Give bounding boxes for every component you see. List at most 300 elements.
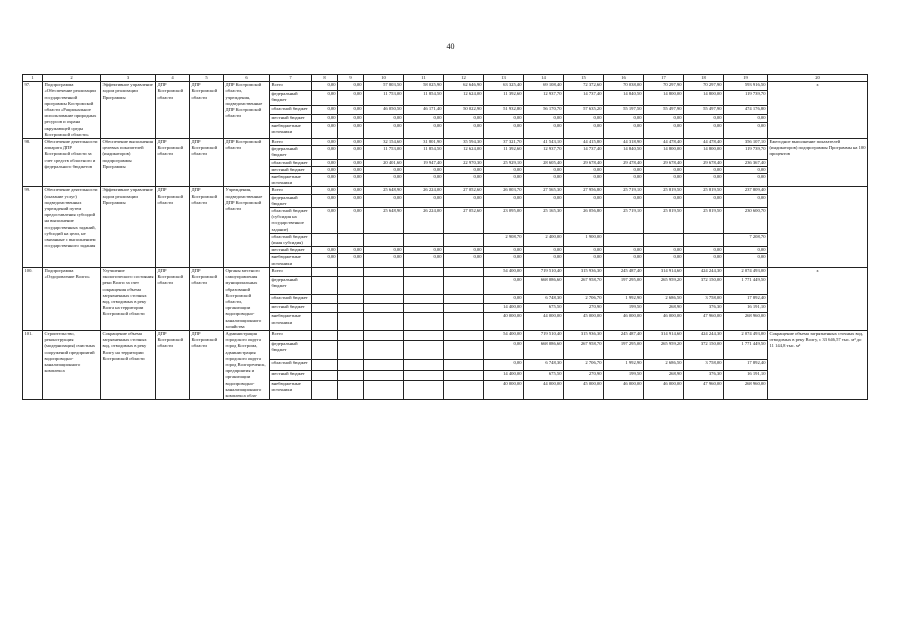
funding-value [338,330,364,340]
funding-value: 12 624,00 [444,90,484,106]
funding-value: 0,00 [404,114,444,122]
funding-value: 0,00 [312,254,338,267]
funding-value: 0,00 [564,174,604,187]
funding-value: 668 086,60 [524,277,564,294]
event-name: Подпрограмма «Обеспечение реализации государственной программы Костромской области «Рациональное использование природных ресурсов и охрана окружающей среды Костромской области» [43,82,101,139]
funding-value: 40 000,00 [484,380,524,399]
column-header: 19 [724,75,768,82]
column-header: 16 [604,75,644,82]
funding-value: 119 739,70 [724,146,768,159]
funding-value: 0,00 [364,166,404,173]
funding-value: 44 318,90 [604,139,644,146]
funding-value: 0,00 [484,277,524,294]
funding-value: 14 840,50 [604,146,644,159]
funding-value: 37 321,70 [484,139,524,146]
coordinator: ДПР Костромской области [190,187,224,267]
funding-value: 0,00 [524,174,564,187]
funding-value: 11 854,50 [404,90,444,106]
funding-value: 55 497,90 [644,106,684,114]
funding-value: 0,00 [604,114,644,122]
funding-value: 474 176,80 [724,106,768,114]
funding-value: 0,00 [564,166,604,173]
funding-value: 57 803,50 [364,82,404,90]
funding-value: 26 224,00 [404,208,444,234]
funding-source: внебюджетные источники [270,380,312,399]
funding-source: областной бюджет [270,360,312,370]
funding-value [444,233,484,246]
funding-value [312,233,338,246]
funding-value [364,277,404,294]
funding-value: 29 678,40 [564,159,604,166]
funding-value: 0,00 [444,254,484,267]
column-header: 11 [404,75,444,82]
funding-value: 50 022,90 [444,106,484,114]
funding-source: областной бюджет (субсидия на государственное задание) [270,208,312,234]
funding-source: местный бюджет [270,370,312,380]
funding-value [404,267,444,276]
event-name: Обеспечение деятельности аппарата ДПР Костромской области за счет средств областного и федерального бюджетов [43,139,101,187]
funding-value: 14 800,00 [644,90,684,106]
funding-value: 56 170,70 [524,106,564,114]
funding-value: 0,00 [604,254,644,267]
funding-value [404,360,444,370]
funding-value: 270,90 [564,370,604,380]
funding-value [312,267,338,276]
funding-value: 31 801,90 [404,139,444,146]
funding-value: 70 038,00 [604,82,644,90]
funding-value: 0,00 [338,146,364,159]
funding-value [312,360,338,370]
customer: ДПР Костромской области [156,330,190,399]
funding-value: 44 000,00 [524,380,564,399]
funding-value: 372 150,00 [684,277,724,294]
funding-value: 0,00 [684,114,724,122]
funding-value: 3 758,00 [684,294,724,303]
funding-value: 29 678,40 [644,159,684,166]
funding-value: 2 400,00 [524,233,564,246]
funding-value: 14 737,40 [564,146,604,159]
funding-value: 0,00 [724,174,768,187]
funding-value: 356 107,10 [724,139,768,146]
funding-value: 41 543,10 [524,139,564,146]
funding-value: 29 678,40 [684,159,724,166]
funding-value [338,304,364,313]
funding-value [312,304,338,313]
funding-value [404,341,444,360]
funding-value: 0,00 [564,123,604,139]
funding-value: 2 706,70 [564,360,604,370]
funding-value [338,341,364,360]
funding-value: 25 719,10 [604,208,644,234]
funding-value: 0,00 [484,114,524,122]
funding-value [404,304,444,313]
funding-value: 11 854,50 [404,146,444,159]
funding-value: 0,00 [524,123,564,139]
column-header: 2 [43,75,101,82]
funding-value: 0,00 [644,174,684,187]
funding-value: 376,30 [684,370,724,380]
funding-value: 27 052,60 [444,208,484,234]
funding-value [364,341,404,360]
funding-value: 11 392,60 [484,90,524,106]
row-number: 98. [23,139,43,187]
funding-value [404,233,444,246]
table-row [23,330,868,340]
funding-value: 0,00 [312,146,338,159]
column-header: 9 [338,75,364,82]
funding-value [312,330,338,340]
funding-value: 51 932,80 [484,106,524,114]
funding-value: 70 297,90 [684,82,724,90]
funding-value: 0,00 [364,123,404,139]
funding-value: 0,00 [404,123,444,139]
funding-value: 25 819,50 [644,208,684,234]
column-header: 7 [270,75,312,82]
funding-value: 57 635,20 [564,106,604,114]
funding-value: 12 937,70 [524,90,564,106]
funding-source: федеральный бюджет [270,146,312,159]
funding-value: 0,00 [644,194,684,207]
funding-value: 72 372,60 [564,82,604,90]
funding-value: 0,00 [684,254,724,267]
funding-value: 20 401,60 [364,159,404,166]
customer: ДПР Костромской области [156,267,190,330]
table-row [23,82,868,90]
funding-source: внебюджетные источники [270,174,312,187]
funding-value [444,341,484,360]
coordinator: ДПР Костромской области [190,267,224,330]
funding-value: 70 297,90 [644,82,684,90]
funding-value: 2 686,50 [644,294,684,303]
funding-value: 0,00 [484,174,524,187]
funding-value [312,370,338,380]
funding-value: 46 000,00 [604,380,644,399]
coordinator: ДПР Костромской области [190,139,224,187]
funding-value: 199,50 [604,304,644,313]
funding-value: 0,00 [338,159,364,166]
funding-value: 0,00 [604,174,644,187]
funding-value: 0,00 [444,166,484,173]
funding-value: 0,00 [312,82,338,90]
funding-value [338,294,364,303]
funding-value: 2 706,70 [564,294,604,303]
funding-value [404,330,444,340]
funding-value: 55 497,90 [684,106,724,114]
funding-value: 0,00 [724,114,768,122]
funding-value: 719 510,40 [524,267,564,276]
funding-value [444,313,484,330]
funding-value [312,313,338,330]
funding-value: 58 025,90 [404,82,444,90]
funding-value: 11 753,00 [364,90,404,106]
funding-value: 54 400,00 [484,330,524,340]
funding-value [404,277,444,294]
expected-result: Обеспечение выполнения целевых показателей (индикаторов) подпрограммы Программы [101,139,156,187]
funding-value: 0,00 [484,166,524,173]
funding-value [604,233,644,246]
funding-value [444,370,484,380]
funding-value: 236 367,40 [724,159,768,166]
funding-value: 314 914,60 [644,267,684,276]
funding-value: 0,00 [338,90,364,106]
funding-value: 22 970,30 [444,159,484,166]
executor: Администрация городского округа город Кострома, администрация городского округа город Волгореченск, предприятия и организации водопроводно-канализационного комплекса обла- [224,330,270,399]
column-header: 4 [156,75,190,82]
funding-value: 0,00 [312,247,338,254]
funding-value: 0,00 [724,254,768,267]
funding-value [444,304,484,313]
funding-value: 314 914,60 [644,330,684,340]
funding-value: 25 819,50 [644,187,684,194]
funding-value: 0,00 [312,208,338,234]
event-name: Обеспечение деятельности (оказание услуг) подведомственных учреждений путем предоставления субсидий на выполнение государственных заданий, субсидий на цели, не связанные с выполнением государственного задания [43,187,101,267]
funding-value: 14 800,00 [684,146,724,159]
funding-value: 35 594,30 [444,139,484,146]
funding-value: 0,00 [564,114,604,122]
target-indicator: Ежегодное выполнение показателей (индикаторов) подпрограммы Программы на 100 процентов [768,139,868,187]
funding-value: 0,00 [364,247,404,254]
funding-value: 0,00 [604,123,644,139]
funding-value [338,277,364,294]
funding-value: 230 600,70 [724,208,768,234]
funding-value [444,330,484,340]
funding-value: 19 947,40 [404,159,444,166]
expected-result: Сокращение объема загрязненных сточных вод, отводимых в реку Волгу на территории Костромской области [101,330,156,399]
funding-value [338,233,364,246]
funding-value: 7 208,70 [724,233,768,246]
funding-source: федеральный бюджет [270,277,312,294]
page-number: 40 [446,42,455,51]
funding-value: 0,00 [404,194,444,207]
funding-value: 2 908,70 [484,233,524,246]
funding-source: местный бюджет [270,166,312,173]
funding-value: 0,00 [644,254,684,267]
funding-value [364,304,404,313]
funding-source: областной бюджет [270,159,312,166]
funding-value: 424 244,30 [684,267,724,276]
funding-value [364,233,404,246]
funding-value: 3 758,00 [684,360,724,370]
funding-value: 237 809,40 [724,187,768,194]
funding-value: 0,00 [444,194,484,207]
funding-value: 268 960,00 [724,380,768,399]
funding-value: 0,00 [338,82,364,90]
funding-value: 0,00 [338,123,364,139]
funding-value: 0,00 [724,247,768,254]
expected-result: Эффективное управление ходом реализации Программы [101,82,156,139]
funding-source: Всего [270,330,312,340]
event-name: Строительство, реконструкция (модернизация) очистных сооружений предприятий водопроводно-канализационного комплекса [43,330,101,399]
funding-value [404,380,444,399]
funding-value: 45 000,00 [564,380,604,399]
funding-value: 0,00 [338,114,364,122]
funding-value: 32 154,60 [364,139,404,146]
row-number: 101. [23,330,43,399]
event-name: Подпрограмма «Оздоровление Волги» [43,267,101,330]
row-number: 99. [23,187,43,267]
funding-value: 25 819,50 [684,208,724,234]
funding-source: федеральный бюджет [270,194,312,207]
funding-value [338,313,364,330]
funding-value: 12 624,00 [444,146,484,159]
funding-value: 54 400,00 [484,267,524,276]
funding-value: 268 960,00 [724,313,768,330]
funding-value: 2 074 493,00 [724,330,768,340]
funding-value: 0,00 [404,174,444,187]
funding-value: 47 960,00 [684,380,724,399]
column-header: 8 [312,75,338,82]
funding-value [312,341,338,360]
funding-value: 27 956,80 [564,187,604,194]
funding-source: Всего [270,139,312,146]
funding-value: 0,00 [484,254,524,267]
customer: ДПР Костромской области [156,82,190,139]
funding-value: 0,00 [684,166,724,173]
executor: Учреждения, подведомственные ДПР Костромской области [224,187,270,267]
column-header: 6 [224,75,270,82]
funding-value [364,267,404,276]
funding-value: 0,00 [312,114,338,122]
funding-value: 0,00 [484,360,524,370]
funding-value: 11 753,00 [364,146,404,159]
column-header: 18 [684,75,724,82]
funding-value: 25 929,10 [484,159,524,166]
funding-value: 675,50 [524,370,564,380]
funding-value [364,360,404,370]
funding-value: 0,00 [312,187,338,194]
funding-value: 593 916,50 [724,82,768,90]
funding-value: 0,00 [312,194,338,207]
table-row [23,267,868,276]
funding-value: 268,90 [644,304,684,313]
funding-value [404,313,444,330]
funding-value: 14 400,00 [484,370,524,380]
funding-value: 1 992,90 [604,360,644,370]
funding-value: 199,50 [604,370,644,380]
funding-value: 46 000,00 [644,313,684,330]
funding-source: областной бюджет [270,106,312,114]
funding-value [444,380,484,399]
funding-value: 0,00 [404,166,444,173]
row-number: 97. [23,82,43,139]
funding-value: 46 050,50 [364,106,404,114]
funding-value [364,330,404,340]
funding-value: 0,00 [484,194,524,207]
header-row [23,75,868,82]
program-table [22,74,868,400]
funding-value: 0,00 [684,174,724,187]
funding-value [444,267,484,276]
funding-value: 23 095,00 [484,208,524,234]
funding-value: 1 771 449,50 [724,341,768,360]
funding-value [364,380,404,399]
funding-value: 0,00 [312,90,338,106]
funding-source: внебюджетные источники [270,254,312,267]
funding-value: 267 958,70 [564,341,604,360]
funding-value: 376,30 [684,304,724,313]
funding-value: 46 000,00 [644,380,684,399]
funding-value [338,370,364,380]
funding-value: 0,00 [484,123,524,139]
funding-value: 0,00 [444,114,484,122]
funding-value: 69 108,40 [524,82,564,90]
funding-value: 0,00 [338,139,364,146]
funding-value: 25 819,50 [684,187,724,194]
funding-value: 0,00 [684,123,724,139]
funding-value: 0,00 [644,247,684,254]
funding-value: 14 800,00 [644,146,684,159]
funding-value: 0,00 [338,187,364,194]
funding-value: 0,00 [564,247,604,254]
funding-value: 25 719,10 [604,187,644,194]
funding-value: 0,00 [364,114,404,122]
funding-value [312,294,338,303]
funding-value: 28 605,40 [524,159,564,166]
expected-result: Эффективное управление ходом реализации Программы [101,187,156,267]
funding-value: 0,00 [444,123,484,139]
funding-source: Всего [270,267,312,276]
funding-value: 0,00 [484,247,524,254]
funding-value [364,294,404,303]
funding-value: 119 739,70 [724,90,768,106]
table-row [23,139,868,146]
funding-value: 0,00 [684,247,724,254]
funding-value: 0,00 [338,106,364,114]
funding-value: 0,00 [644,166,684,173]
funding-value: 675,50 [524,304,564,313]
column-header: 17 [644,75,684,82]
funding-value: 0,00 [644,123,684,139]
funding-value: 0,00 [604,247,644,254]
funding-value: 315 936,30 [564,330,604,340]
funding-value: 270,90 [564,304,604,313]
funding-value [338,380,364,399]
funding-value: 0,00 [404,247,444,254]
funding-value: 0,00 [724,166,768,173]
funding-source: местный бюджет [270,114,312,122]
funding-value: 1 992,90 [604,294,644,303]
funding-value [404,370,444,380]
funding-value: 12 937,70 [524,146,564,159]
funding-value: 45 000,00 [564,313,604,330]
funding-value: 0,00 [724,194,768,207]
target-indicator: x [768,82,868,139]
column-header: 14 [524,75,564,82]
funding-value: 26 056,80 [564,208,604,234]
funding-value: 14 737,40 [564,90,604,106]
funding-value: 46 171,40 [404,106,444,114]
funding-value: 44 478,40 [644,139,684,146]
column-header: 15 [564,75,604,82]
funding-value: 0,00 [312,166,338,173]
funding-value: 197 295,00 [604,341,644,360]
executor: ДПР Костромской области, учреждения, подведомственные ДПР Костромской области [224,82,270,139]
funding-value: 0,00 [338,174,364,187]
column-header: 20 [768,75,868,82]
funding-value: 0,00 [312,159,338,166]
funding-source: федеральный бюджет [270,341,312,360]
funding-value: 16 191,10 [724,304,768,313]
column-header: 12 [444,75,484,82]
funding-value [364,370,404,380]
funding-value: 245 487,40 [604,267,644,276]
funding-value: 265 959,20 [644,341,684,360]
funding-value: 1 771 449,50 [724,277,768,294]
funding-value: 668 086,60 [524,341,564,360]
funding-value [444,294,484,303]
funding-value: 315 936,30 [564,267,604,276]
funding-value [338,267,364,276]
